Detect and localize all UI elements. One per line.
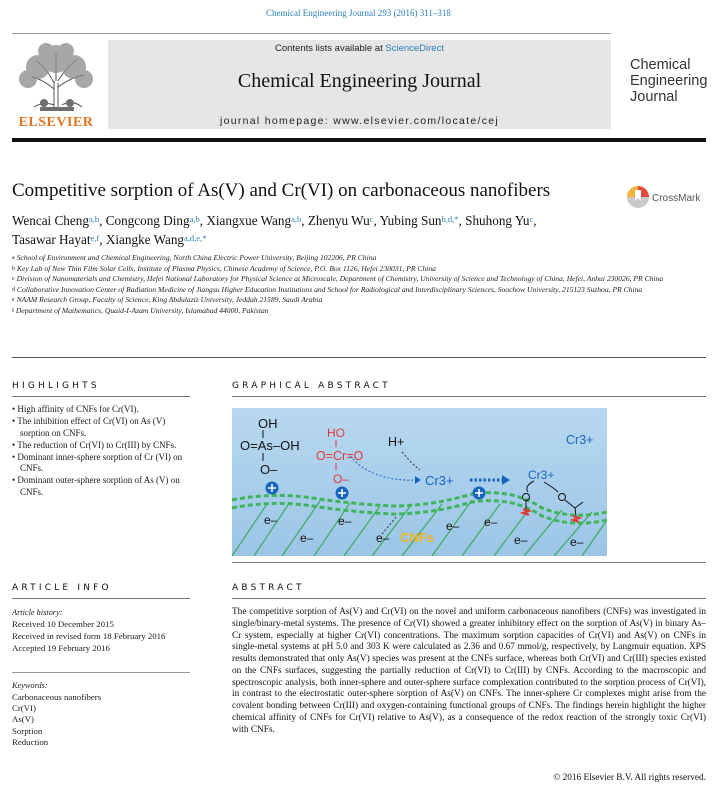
affiliation-item [12,285,702,296]
affiliation-text: School of Environment and Chemical Engineering, North China Electric Power University, Beijing 102206, PR China [14,253,377,262]
as-oxygen-label: O– [260,462,278,477]
electron-label: e– [300,531,314,545]
article-info-divider [12,598,190,599]
homepage-url-link[interactable]: www.elsevier.com/locate/cej [333,115,500,127]
author-separator: , [199,213,207,228]
highlight-item: • The inhibition effect of Cr(VI) on As (V) sorption on CNFs. [12,415,166,438]
history-entry: Received 10 December 2015 [12,619,114,629]
abstract-divider [232,598,706,599]
author-name[interactable]: Tasawar Hayat [12,232,91,247]
cr-oxygen-label: O– [333,472,350,486]
affiliation-text: Division of Nanomaterials and Chemistry, Hefei National Laboratory for Physical Science at Microscale, Department of Chemistry, University of Science and Technology of China, Hefei, Anhui 230026, PR China [14,274,664,284]
highlight-item: • The reduction of Cr(VI) to Cr(III) by CNFs. [12,439,177,450]
author-name[interactable]: Yubing Sun [379,213,442,228]
author-name[interactable]: Congcong Ding [105,213,190,228]
author-affiliation-marker[interactable]: a,b [88,214,100,224]
keyword-item: Carbonaceous nanofibers [12,692,102,702]
article-history-title: Article history: [12,608,63,617]
author-name[interactable]: Wencai Cheng [12,213,89,228]
crossmark-badge[interactable] [626,183,710,211]
cr3-mid-label: Cr3+ [425,473,454,488]
highlight-item: • High affinity of CNFs for Cr(VI). [12,404,139,414]
keyword-item: As(V) [12,714,34,725]
affiliation-item [12,264,702,275]
history-entry: Received in revised form 18 February 2016 [12,630,166,641]
electron-label: e– [376,531,390,545]
copyright-notice: © 2016 Elsevier B.V. All rights reserved. [553,773,706,783]
author-name[interactable]: Xiangxue Wang [206,213,292,228]
affiliation-item [12,306,702,317]
as-core-label: O=As–OH [240,438,300,453]
homepage-label: journal homepage: [219,115,334,127]
cnfs-label: CNFs [400,530,434,545]
affiliation-text: NAAM Research Group, Faculty of Science, King Abdulaziz University, Jeddah 21589, Saudi Arabia [14,295,323,305]
cover-line-1: Chemical [630,57,691,73]
affiliation-item [12,295,702,306]
highlights-divider [12,396,190,397]
cr-ho-label: HO [327,426,345,440]
highlight-item: • Dominant outer-sphere sorption of As (V) on CNFs. [12,475,180,497]
electron-label: e– [338,514,352,528]
author-affiliation-marker[interactable]: c [529,214,534,224]
affiliation-label: c [12,276,15,283]
cr3-right-label: Cr3+ [528,468,555,482]
affiliation-item [12,274,702,285]
affiliation-label: b [12,265,15,272]
author-separator: , [301,213,308,228]
keywords-title: Keywords: [12,681,48,690]
electron-label: e– [446,519,460,533]
author-affiliation-marker[interactable]: a,b [189,214,200,224]
highlights-heading: HIGHLIGHTS [12,381,100,391]
electron-label: e– [264,513,278,527]
affiliation-text: Department of Mathematics, Quaid-I-Azam University, Islamabad 44000, Pakistan [14,305,269,315]
abstract-heading: ABSTRACT [232,583,305,593]
affiliation-label: d [12,286,15,293]
proton-label: H+ [388,435,405,449]
cr-core-label: O=Cr=O [316,449,364,463]
author-list [12,211,702,249]
highlights-list [12,404,192,499]
keyword-item: Sorption [12,725,43,736]
article-info-heading: ARTICLE INFO [12,583,112,593]
affiliation-label: e [12,297,15,304]
journal-homepage-line [108,115,611,127]
contents-availability-line [108,43,611,54]
cr3-corner-label: Cr3+ [566,433,594,447]
article-history-list [12,619,165,654]
author-separator: , [373,213,380,228]
affiliation-text: Collaborative Innovation Center of Radiation Medicine of Jiangsu Higher Education Institutions and School for Radiological and Interdisciplinary Sciences, Soochow University, 215123 Suzhou, PR China [15,284,643,294]
journal-reference-link[interactable]: Chemical Engineering Journal 293 (2016) 311–318 [266,8,451,18]
affiliation-item [12,253,702,264]
electron-label: e– [570,535,584,549]
author-affiliation-marker[interactable]: e,f [90,233,100,243]
author-name[interactable]: Xiangke Wang [105,232,185,247]
author-affiliation-marker[interactable]: b,d,* [441,214,459,224]
as-oh-label: OH [258,416,278,431]
masthead-divider [12,138,706,142]
contents-prefix: Contents lists available at [275,43,386,54]
author-affiliation-marker[interactable]: c [369,214,374,224]
author-separator: , [458,213,466,228]
graphical-abstract-divider [232,396,706,397]
author-name[interactable]: Zhenyu Wu [307,213,370,228]
author-affiliation-marker[interactable]: a,b [291,214,302,224]
cover-line-3: Journal [630,89,678,105]
graphical-abstract-bottom-divider [232,562,706,563]
keywords-divider [12,672,190,673]
cover-line-2: Engineering [630,73,708,89]
highlight-item: • Dominant inner-sphere sorption of Cr (VI) on CNFs. [12,451,183,474]
history-entry: Accepted 19 February 2016 [12,642,110,653]
affiliation-label: a [12,255,15,261]
article-title: Competitive sorption of As(V) and Cr(VI) on carbonaceous nanofibers [12,180,551,201]
electron-label: e– [484,515,498,529]
journal-title: Chemical Engineering Journal [237,70,482,92]
author-affiliation-marker[interactable]: a,d,e,* [184,233,207,243]
keyword-item: Cr(VI) [12,703,36,714]
abstract-text: The competitive sorption of As(V) and Cr(VI) on the novel and uniform carbonaceous nanofibers (CNFs) was investigated in single/binary-metal systems. The presence of Cr(VI) showed a greater inhibitory effect on the sorption of As(V) in binary As–Cr system, especially at higher Cr(VI) concentrations. The maximum sorption capacities of Cr(VI) and As(V) on CNFs in single-metal systems at pH 5.0 and 303 K were calculated as 2.36 and 0.67 mmol/g, respectively, by Langmuir equation. XPS results demonstrated that only As(V) species was present at the CNFs surface, whereas both Cr(VI) and Cr(III) species existed on the CNFs surfaces, suggesting the partially reduction of Cr(VI) to Cr(III) by CNFs. According to the macroscopic and spectroscopic analysis, both inner-sphere and outer-sphere surface complexation contributed to the sorption process of Cr(VI), in contrast to the electrostatic outer-sphere sorption of As(V) on CNFs. The inner-sphere Cr complexes might arise from the covalent bonding between Cr(III) and oxygen-containing functional groups of CNFs. The findings herein highlight the higher chemical affinity of CNFs for Cr(VI) relative to As(V), as a consequence of the redox reaction of the strongly toxic Cr(VI) with CNFs. [232,607,706,735]
graphical-abstract-heading: GRAPHICAL ABSTRACT [232,381,391,391]
author-name[interactable]: Shuhong Yu [465,213,530,228]
masthead-top-divider [12,33,611,34]
author-separator: , [99,232,106,247]
positive-charge-icon [266,482,279,495]
author-separator: , [99,213,106,228]
affiliation-text: Key Lab of New Thin Film Solar Cells, Institute of Plasma Physics, Chinese Academy of Science, P.O. Box 1126, Hefei 230031, PR China [15,263,436,273]
crossmark-icon [627,186,649,208]
graphical-abstract-figure [232,408,607,556]
positive-charge-icon [473,487,486,500]
journal-cover-wordmark [630,57,707,105]
author-separator: , [533,213,537,228]
affiliation-list [12,253,702,317]
positive-charge-icon [336,487,349,500]
keyword-item: Reduction [12,736,49,747]
crossmark-label: CrossMark [652,193,701,204]
affiliations-divider [12,357,706,358]
elsevier-tree-logo [14,41,98,113]
electron-label: e– [514,533,528,547]
affiliation-label: f [12,307,14,314]
elsevier-wordmark: ELSEVIER [18,115,94,130]
sciencedirect-link[interactable]: ScienceDirect [385,43,444,54]
keywords-list [12,692,101,748]
